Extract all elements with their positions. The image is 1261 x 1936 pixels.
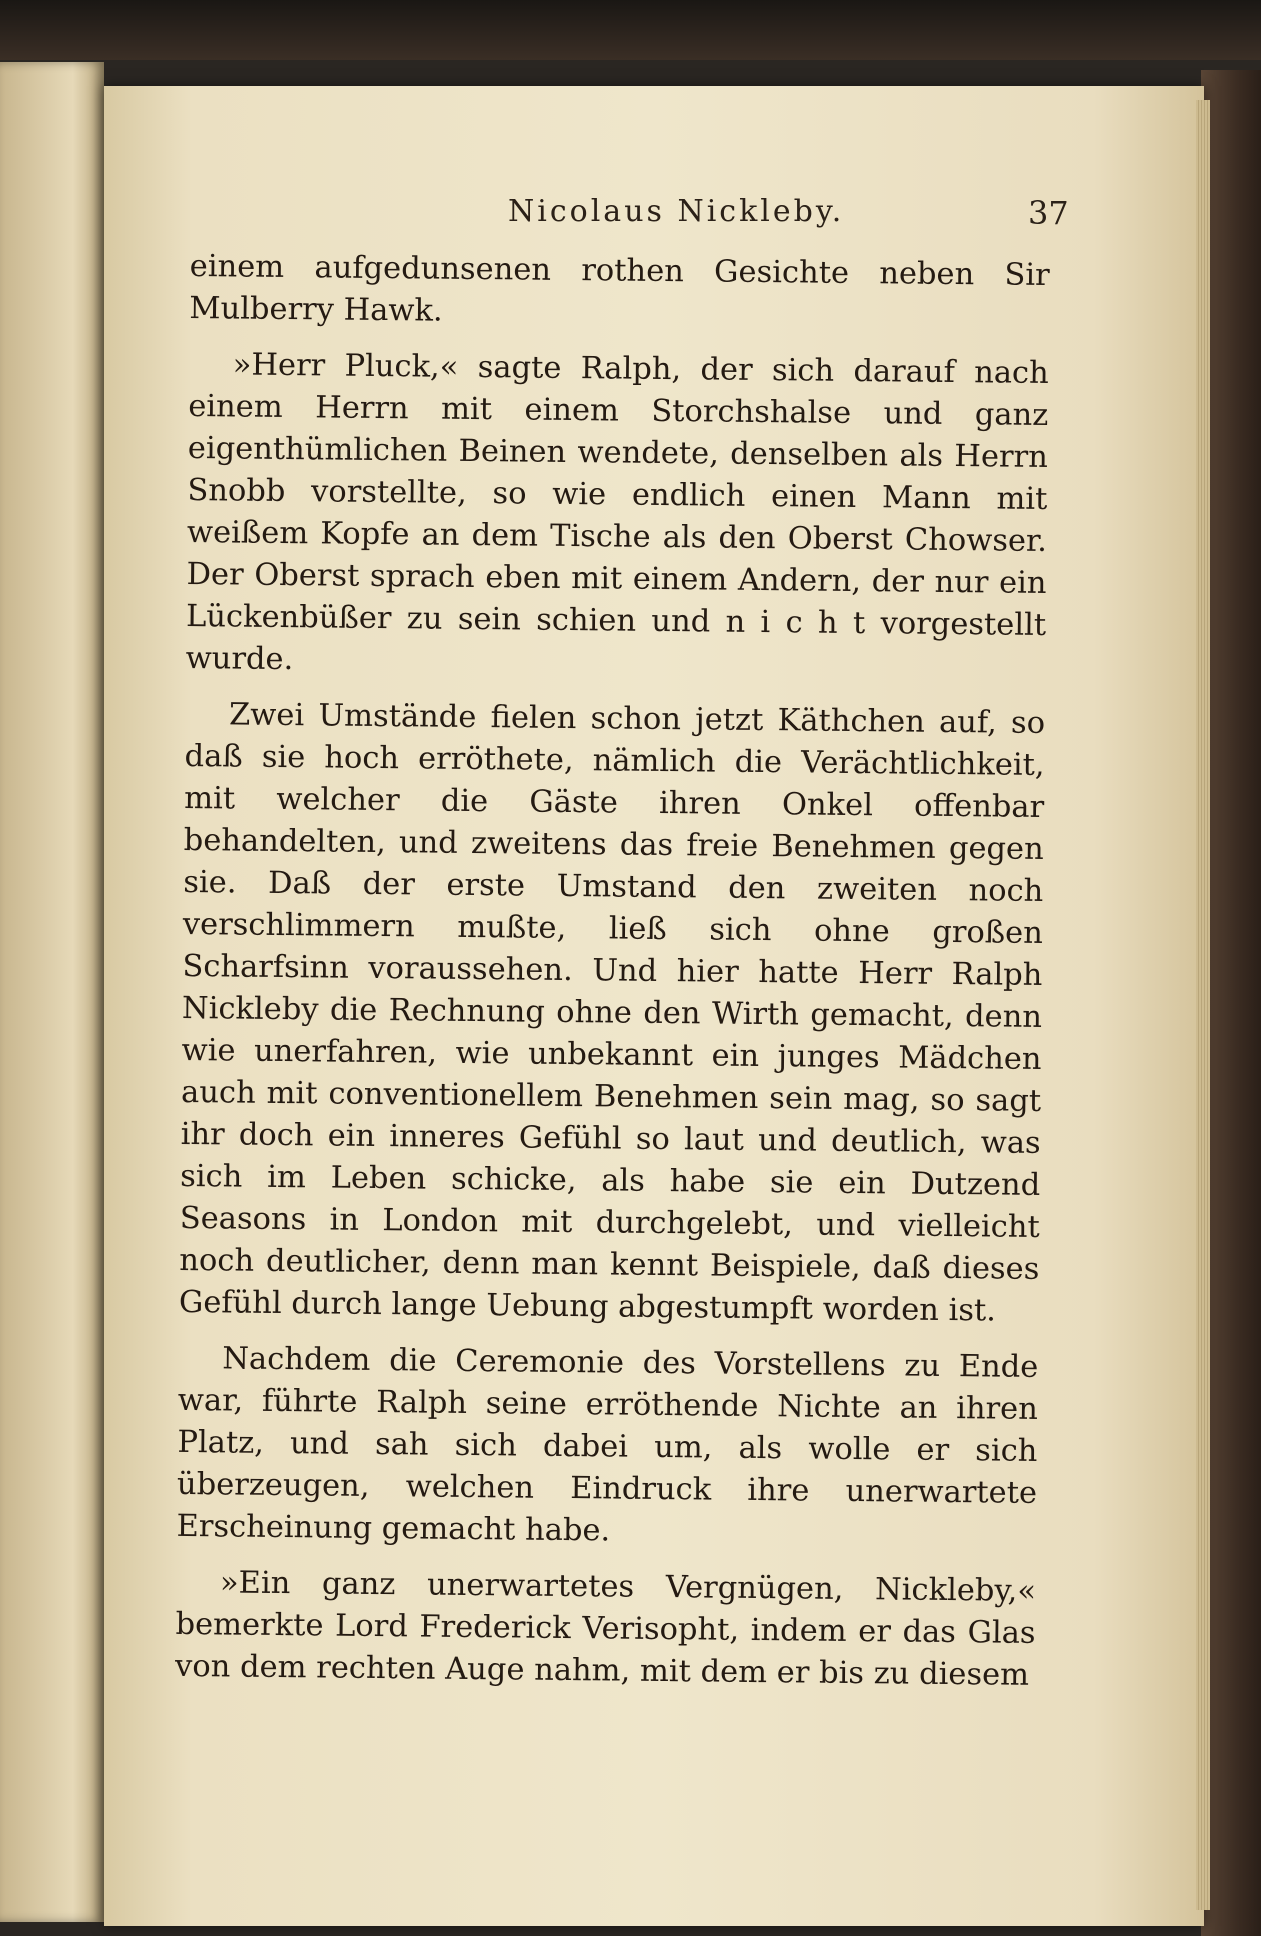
book-cover-top bbox=[0, 0, 1261, 60]
page-header bbox=[104, 194, 1204, 244]
body-text bbox=[175, 246, 1050, 1711]
paragraph-2: »Herr Pluck,« sagte Ralph, der sich darauf nach einem Herrn mit einem Storchshalse und ganz eigenthümlichen Beinen wendete, denselben als Herrn Snobb vorstellte, so wie endlich einen Mann mit weißem Kopfe an dem Tische als den Oberst Chowser. Der Oberst sprach eben mit einem Andern, der nur ein Lückenbüßer zu sein schien und n i c h t vorgestellt wurde. bbox=[185, 347, 1049, 678]
paragraph-5: »Ein ganz unerwartetes Vergnügen, Nickleby,« bemerkte Lord Frederick Verisopht, indem er das Glas von dem rechten Auge nahm, mit dem er bis zu diesem bbox=[174, 1565, 1037, 1693]
left-page-edge bbox=[0, 62, 104, 1922]
page-number: 37 bbox=[1028, 194, 1069, 232]
page-stack-edge bbox=[1196, 100, 1210, 1910]
paragraph-1: einem aufgedunsenen rothen Gesichte neben Sir Mulberry Hawk. bbox=[189, 248, 1050, 329]
book-page bbox=[104, 86, 1204, 1926]
paragraph-4: Nachdem die Ceremonie des Vorstellens zu Ende war, führte Ralph seine erröthende Nichte an ihren Platz, und sah sich dabei um, als wolle er sich überzeugen, welchen Eindruck ihre unerwartete Erscheinung gemacht habe. bbox=[176, 1341, 1039, 1549]
paragraph-3: Zwei Umstände fielen schon jetzt Käthchen auf, so daß sie hoch erröthete, nämlich die Verächtlichkeit, mit welcher die Gäste ihren Onkel offenbar behandelten, und zweitens das freie Benehmen gegen sie. Daß der erste Umstand den zweiten noch verschlimmern mußte, ließ sich ohne großen Scharfsinn voraussehen. Und hier hatte Herr Ralph Nickleby die Rechnung ohne den Wirth gemacht, denn wie unerfahren, wie unbekannt ein junges Mädchen auch mit conventionellem Benehmen sein mag, so sagt ihr doch ein inneres Gefühl so laut und deutlich, was sich im Leben schicke, als habe sie ein Dutzend Seasons in London mit durchgelebt, und vielleicht noch deutlicher, denn man kennt Beispiele, daß dieses Gefühl durch lange Uebung abgestumpft worden ist. bbox=[178, 697, 1046, 1329]
book-cover-right bbox=[1201, 70, 1261, 1936]
running-title: Nicolaus Nickleby. bbox=[508, 194, 845, 229]
